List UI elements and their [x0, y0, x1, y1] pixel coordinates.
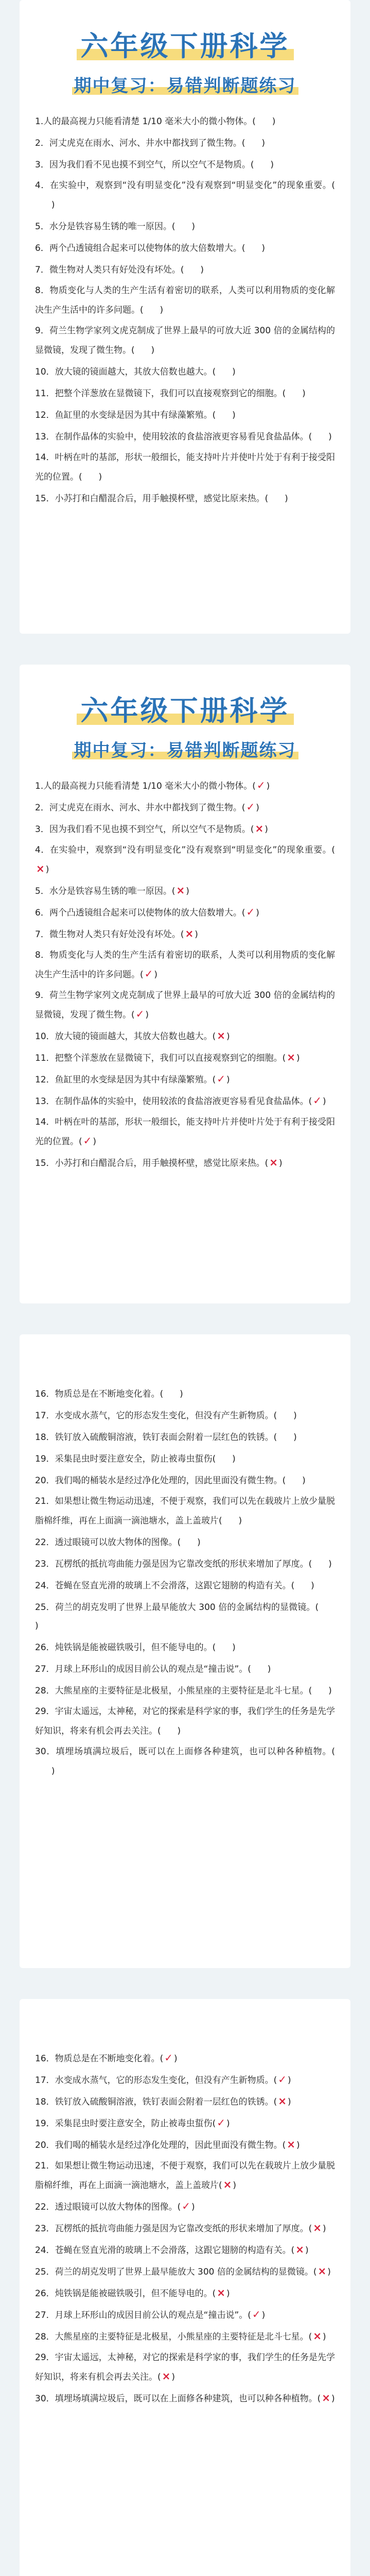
- answer-blank: [144, 300, 160, 318]
- question-item: [35, 2327, 335, 2346]
- question-item: [35, 405, 335, 425]
- question-text: 1.人的最高视力只能看清楚 1/10 毫米大小的微小物体。(: [35, 116, 256, 127]
- question-text: 25．荷兰的胡克发明了世界上最早能放大 300 倍的金属结构的显微镜。(: [35, 2267, 317, 2277]
- close-paren: ): [226, 2119, 230, 2129]
- close-paren: ): [256, 803, 259, 813]
- close-paren: ): [160, 305, 164, 315]
- answer-blank: [245, 133, 261, 151]
- cross-mark-icon: ×: [185, 927, 194, 940]
- question-text: 13．在制作晶体的实验中，使用较浓的食盐溶液更容易看见食盐晶体。(: [35, 432, 312, 442]
- close-paren: ): [191, 2202, 195, 2212]
- question-item: [35, 798, 335, 817]
- question-item: [35, 111, 335, 131]
- question-item: [35, 881, 335, 901]
- question-item: [35, 2240, 335, 2260]
- question-item: [35, 216, 335, 236]
- close-paren: ): [323, 2224, 326, 2234]
- close-paren: ): [323, 2332, 326, 2342]
- answer-blank: [251, 1659, 268, 1677]
- answer-blank: [245, 238, 261, 257]
- close-paren: ): [232, 367, 236, 377]
- cross-mark-icon: ×: [255, 822, 264, 835]
- close-paren: ): [226, 2289, 230, 2299]
- cross-mark-icon: ×: [322, 2392, 331, 2404]
- answer-blank: [294, 1575, 311, 1594]
- question-item: [35, 1575, 335, 1595]
- question-item: [35, 281, 335, 319]
- answer-blank: [135, 340, 151, 359]
- close-paren: ): [151, 345, 155, 355]
- question-text: 20．我们喝的桶装水是经过净化处理的，因此里面没有微生物。(: [35, 2140, 286, 2150]
- answer-blank: [216, 1449, 232, 1467]
- question-text: 8．物质变化与人类的生产生活有着密切的联系，人类可以利用物质的变化解决生产生活中的许多问题。(: [35, 285, 335, 315]
- cross-mark-icon: ×: [318, 2265, 327, 2277]
- cross-mark-icon: ×: [269, 1156, 278, 1168]
- question-text: 23．瓦楞纸的抵抗弯曲能力强是因为它靠改变纸的形状来增加了厚度。(: [35, 1559, 312, 1569]
- check-mark-icon: ✓: [182, 2200, 191, 2212]
- close-paren: ): [279, 1158, 283, 1168]
- close-paren: ): [302, 1476, 306, 1486]
- question-item: [35, 819, 335, 839]
- question-item: [35, 1153, 335, 1173]
- question-item: [35, 2092, 335, 2111]
- question-text: 9．荷兰生物学家列文虎克制成了世界上最早的可放大近 300 倍的金属结构的 显微镜，发现了微生物。(: [35, 990, 335, 1020]
- cross-mark-icon: ×: [162, 2370, 171, 2382]
- question-item: [35, 2348, 335, 2386]
- question-item: [35, 362, 335, 381]
- close-paren: ): [232, 1454, 236, 1464]
- question-item: [35, 1681, 335, 1700]
- close-paren: ): [266, 781, 270, 791]
- question-item: [35, 133, 335, 152]
- sub-title: 期中复习：易错判断题练习: [72, 76, 298, 96]
- close-paren: ): [145, 1010, 149, 1020]
- close-paren: ): [272, 116, 276, 127]
- close-paren: ): [265, 824, 268, 835]
- question-text: 19．采集昆虫时要注意安全，防止被毒虫蜇伤(: [35, 1454, 216, 1464]
- answer-blank: [254, 155, 270, 173]
- question-list: [35, 105, 335, 508]
- question-item: [35, 2070, 335, 2090]
- question-text: 11．把整个洋葱放在显微镜下，我们可以直接观察到它的细胞。(: [35, 388, 286, 399]
- question-text: 10．放大镜的镜面越大，其放大倍数也越大。(: [35, 367, 216, 377]
- question-item: [35, 2113, 335, 2133]
- answer-blank: [268, 488, 285, 507]
- question-text: 15．小苏打和白醋混合后，用手触摸杯壁，感觉比原来热。(: [35, 494, 269, 504]
- question-list: [35, 1999, 335, 2408]
- question-text: 3．因为我们看不见也摸不到空气，所以空气不是物质。(: [35, 160, 254, 170]
- check-mark-icon: ✓: [278, 2073, 287, 2086]
- close-paren: ): [256, 908, 259, 918]
- answer-blank: [163, 1384, 180, 1402]
- question-item: [35, 1742, 335, 1781]
- question-text: 6．两个凸透镜组合起来可以使物体的放大倍数增大。(: [35, 908, 245, 918]
- answer-blank: [319, 1597, 335, 1616]
- cross-mark-icon: ×: [217, 2286, 226, 2299]
- question-item: [35, 841, 335, 879]
- question-item: [35, 1405, 335, 1425]
- question-text: 12．鱼缸里的水变绿是因为其中有绿藻繁殖。(: [35, 410, 216, 420]
- question-item: [35, 1449, 335, 1468]
- question-text: 17．水变成水蒸气，它的形态发生变化，但没有产生新物质。(: [35, 2075, 277, 2086]
- question-item: [35, 1427, 335, 1447]
- question-item: [35, 321, 335, 360]
- question-item: [35, 155, 335, 174]
- check-mark-icon: ✓: [256, 779, 266, 791]
- close-paren: ): [171, 2372, 175, 2382]
- question-item: [35, 924, 335, 944]
- question-text: 25．荷兰的胡克发明了世界上最早能放大 300 倍的金属结构的显微镜。(: [35, 1602, 319, 1613]
- question-item: [35, 946, 335, 984]
- question-text: 10．放大镜的镜面越大，其放大倍数也越大。(: [35, 1031, 216, 1042]
- question-text: 8．物质变化与人类的生产生活有着密切的联系，人类可以利用物质的变化解决生产生活中的许多问题。(: [35, 950, 335, 980]
- question-item: [35, 1470, 335, 1490]
- question-item: [35, 986, 335, 1024]
- question-item: [35, 260, 335, 279]
- close-paren: ): [296, 1053, 300, 1063]
- question-item: [35, 427, 335, 446]
- question-item: [35, 238, 335, 258]
- check-mark-icon: ✓: [83, 1134, 92, 1147]
- question-item: [35, 1384, 335, 1403]
- close-paren: ): [331, 2394, 335, 2404]
- answer-blank: [35, 195, 51, 213]
- worksheet-card-answered-1: [20, 665, 350, 1303]
- question-text: 28．大熊星座的主要特征是北极星，小熊星座的主要特征是北斗七星。(: [35, 1686, 312, 1696]
- cross-mark-icon: ×: [223, 2178, 232, 2191]
- main-title: 六年级下册科学: [77, 30, 294, 63]
- close-paren: ): [288, 2097, 291, 2107]
- question-text: 22．透过眼镜可以放大物体的图像。(: [35, 2202, 181, 2212]
- close-paren: ): [51, 200, 55, 210]
- close-paren: ): [305, 2245, 309, 2256]
- question-text: 5．水分是铁容易生锈的唯一原因。(: [35, 222, 175, 232]
- question-item: [35, 1113, 335, 1151]
- question-text: 7．微生物对人类只有好处没有坏处。(: [35, 265, 184, 275]
- close-paren: ): [302, 388, 306, 399]
- question-text: 9．荷兰生物学家列文虎克制成了世界上最早的可放大近 300 倍的金属结构的 显微镜，发现了微生物。(: [35, 326, 335, 355]
- close-paren: ): [293, 1411, 297, 1421]
- question-item: [35, 903, 335, 922]
- question-item: [35, 2048, 335, 2068]
- close-paren: ): [328, 1686, 332, 1696]
- answer-blank: [175, 216, 191, 235]
- sub-title: 期中复习：易错判断题练习: [72, 740, 298, 761]
- cross-mark-icon: ×: [278, 2095, 287, 2107]
- answer-blank: [35, 1761, 51, 1780]
- question-list: [35, 770, 335, 1173]
- close-paren: ): [35, 1621, 39, 1631]
- question-item: [35, 1554, 335, 1573]
- answer-blank: [256, 111, 272, 130]
- close-paren: ): [267, 1664, 271, 1674]
- question-text: 21．如果想让微生物运动迅速，不便于观察，我们可以先在载玻片上放少量脱脂棉纤维，再在上面滴一滴池塘水，盖上盖玻片(: [35, 1496, 335, 1526]
- close-paren: ): [197, 1537, 201, 1548]
- answer-blank: [161, 1721, 178, 1739]
- check-mark-icon: ✓: [217, 2116, 226, 2129]
- question-text: 2．河丈虎克在雨水、河水、井水中都找到了微生物。(: [35, 138, 245, 148]
- answer-blank: [184, 260, 200, 278]
- question-text: 4．在实验中，观察到“没有明显变化”没有观察到“明显变化”的现象重要。(: [35, 845, 335, 855]
- close-paren: ): [98, 472, 102, 482]
- question-text: 22．透过眼镜可以放大物体的图像。(: [35, 1537, 181, 1548]
- close-paren: ): [288, 2075, 291, 2086]
- question-text: 27．月球上环形山的成因目前公认的观点是“撞击说”。(: [35, 1664, 251, 1674]
- question-item: [35, 1091, 335, 1111]
- answer-blank: [312, 1681, 328, 1699]
- main-title: 六年级下册科学: [77, 694, 294, 727]
- question-text: 18．铁钉放入硫酸铜溶液，铁钉表面会附着一层红色的铁锈。(: [35, 2097, 277, 2107]
- question-text: 30．填埋场填满垃圾后，既可以在上面修各种建筑，也可以种各种植物。(: [35, 1747, 335, 1757]
- close-paren: ): [174, 2054, 178, 2064]
- question-text: 29．宇宙太遥远，太神秘，对它的探索是科学家的事，我们学生的任务是先学好知识，将来有机会再去关注。(: [35, 2352, 335, 2382]
- close-paren: ): [270, 160, 274, 170]
- question-item: [35, 1702, 335, 1740]
- question-item: [35, 1659, 335, 1679]
- answer-blank: [286, 1470, 302, 1489]
- question-item: [35, 1637, 335, 1657]
- answer-blank: [312, 1554, 328, 1572]
- question-text: 2．河丈虎克在雨水、河水、井水中都找到了微生物。(: [35, 803, 245, 813]
- question-item: [35, 1070, 335, 1089]
- question-text: 7．微生物对人类只有好处没有坏处。(: [35, 929, 184, 940]
- question-item: [35, 383, 335, 403]
- close-paren: ): [293, 1432, 297, 1443]
- question-item: [35, 776, 335, 795]
- question-item: [35, 2218, 335, 2238]
- close-paren: ): [45, 865, 49, 875]
- question-text: 13．在制作晶体的实验中，使用较浓的食盐溶液更容易看见食盐晶体。(: [35, 1096, 312, 1107]
- cross-mark-icon: ×: [287, 2138, 296, 2150]
- question-item: [35, 1026, 335, 1046]
- answer-blank: [286, 383, 302, 402]
- answer-blank: [277, 1405, 293, 1424]
- close-paren: ): [328, 432, 332, 442]
- close-paren: ): [93, 1137, 97, 1147]
- question-text: 15．小苏打和白醋混合后，用手触摸杯壁，感觉比原来热。(: [35, 1158, 269, 1168]
- close-paren: ): [328, 1559, 332, 1569]
- question-item: [35, 2305, 335, 2325]
- question-text: 26．炖铁锅是能被磁铁吸引，但不能导电的。(: [35, 2289, 216, 2299]
- answer-blank: [216, 362, 232, 380]
- close-paren: ): [311, 1581, 314, 1591]
- question-item: [35, 448, 335, 486]
- question-item: [35, 176, 335, 214]
- close-paren: ): [186, 886, 189, 896]
- close-paren: ): [226, 1031, 230, 1042]
- question-text: 26．炖铁锅是能被磁铁吸引，但不能导电的。(: [35, 1642, 216, 1653]
- check-mark-icon: ✓: [135, 1008, 145, 1020]
- answer-blank: [222, 1511, 239, 1529]
- close-paren: ): [261, 243, 265, 253]
- check-mark-icon: ✓: [246, 906, 255, 918]
- question-text: 16．物质总是在不断地变化着。(: [35, 1389, 164, 1399]
- cross-mark-icon: ×: [313, 2222, 322, 2234]
- question-text: 18．铁钉放入硫酸铜溶液，铁钉表面会附着一层红色的铁锈。(: [35, 1432, 277, 1443]
- check-mark-icon: ✓: [217, 1073, 226, 1085]
- question-text: 6．两个凸透镜组合起来可以使物体的放大倍数增大。(: [35, 243, 245, 253]
- question-text: 4．在实验中，观察到“没有明显变化”没有观察到“明显变化”的现象重要。(: [35, 180, 335, 191]
- answer-blank: [82, 467, 99, 485]
- question-text: 17．水变成水蒸气，它的形态发生变化，但没有产生新物质。(: [35, 1411, 277, 1421]
- question-text: 1.人的最高视力只能看清楚 1/10 毫米大小的微小物体。(: [35, 781, 256, 791]
- question-text: 14．叶柄在叶的基部，形状一般细长，能支持叶片并使叶片处于有利于接受阳光的位置。(: [35, 1117, 335, 1147]
- close-paren: ): [51, 1766, 55, 1776]
- close-paren: ): [261, 138, 265, 148]
- close-paren: ): [195, 929, 198, 940]
- question-item: [35, 2157, 335, 2195]
- close-paren: ): [200, 265, 204, 275]
- close-paren: ): [154, 970, 158, 980]
- question-list: [35, 1334, 335, 1781]
- check-mark-icon: ✓: [252, 2308, 261, 2320]
- close-paren: ): [238, 1516, 242, 1526]
- close-paren: ): [177, 1726, 181, 1736]
- answer-blank: [181, 1532, 197, 1551]
- cross-mark-icon: ×: [217, 1029, 226, 1042]
- question-item: [35, 2262, 335, 2281]
- question-item: [35, 1597, 335, 1635]
- close-paren: ): [327, 2267, 331, 2277]
- close-paren: ): [232, 410, 236, 420]
- question-text: 27．月球上环形山的成因目前公认的观点是“撞击说”。(: [35, 2310, 251, 2320]
- question-text: 16．物质总是在不断地变化着。(: [35, 2054, 164, 2064]
- question-text: 21．如果想让微生物运动迅速，不便于观察，我们可以先在载玻片上放少量脱脂棉纤维，再在上面滴一滴池塘水，盖上盖玻片(: [35, 2161, 335, 2191]
- question-text: 30．填埋场填满垃圾后，既可以在上面修各种建筑，也可以种各种植物。(: [35, 2394, 321, 2404]
- question-text: 23．瓦楞纸的抵抗弯曲能力强是因为它靠改变纸的形状来增加了厚度。(: [35, 2224, 312, 2234]
- question-text: 29．宇宙太遥远，太神秘，对它的探索是科学家的事，我们学生的任务是先学好知识，将来有机会再去关注。(: [35, 1706, 335, 1736]
- question-item: [35, 2135, 335, 2155]
- cross-mark-icon: ×: [36, 862, 45, 875]
- close-paren: ): [233, 2180, 237, 2191]
- check-mark-icon: ✓: [144, 968, 153, 980]
- cross-mark-icon: ×: [287, 1051, 296, 1063]
- question-item: [35, 2197, 335, 2216]
- answer-blank: [216, 405, 232, 423]
- question-text: 3．因为我们看不见也摸不到空气，所以空气不是物质。(: [35, 824, 254, 835]
- check-mark-icon: ✓: [246, 801, 255, 813]
- cross-mark-icon: ×: [295, 2243, 305, 2256]
- close-paren: ): [191, 222, 195, 232]
- worksheet-card-blank-1: [20, 0, 350, 634]
- question-text: 28．大熊星座的主要特征是北极星，小熊星座的主要特征是北斗七星。(: [35, 2332, 312, 2342]
- question-item: [35, 2283, 335, 2303]
- close-paren: ): [323, 1096, 326, 1107]
- answer-blank: [312, 427, 328, 445]
- question-text: 14．叶柄在叶的基部，形状一般细长，能支持叶片并使叶片处于有利于接受阳光的位置。(: [35, 452, 335, 482]
- close-paren: ): [232, 1642, 236, 1653]
- question-item: [35, 1532, 335, 1552]
- close-paren: ): [285, 494, 288, 504]
- close-paren: ): [296, 2140, 300, 2150]
- check-mark-icon: ✓: [164, 2052, 173, 2064]
- worksheet-card-blank-2: [20, 1334, 350, 1968]
- cross-mark-icon: ×: [176, 884, 185, 896]
- question-text: 24．苍蝇在竖直光滑的玻璃上不会滑落，这跟它翅膀的构造有关。(: [35, 2245, 295, 2256]
- worksheet-card-answered-2: [20, 1999, 350, 2576]
- cross-mark-icon: ×: [313, 2330, 322, 2342]
- question-item: [35, 1048, 335, 1067]
- question-item: [35, 488, 335, 508]
- question-text: 12．鱼缸里的水变绿是因为其中有绿藻繁殖。(: [35, 1075, 216, 1085]
- check-mark-icon: ✓: [313, 1094, 322, 1107]
- question-text: 11．把整个洋葱放在显微镜下，我们可以直接观察到它的细胞。(: [35, 1053, 286, 1063]
- answer-blank: [277, 1427, 293, 1446]
- question-text: 20．我们喝的桶装水是经过净化处理的，因此里面没有微生物。(: [35, 1476, 286, 1486]
- close-paren: ): [226, 1075, 230, 1085]
- close-paren: ): [261, 2310, 266, 2320]
- question-item: [35, 2388, 335, 2408]
- close-paren: ): [180, 1389, 183, 1399]
- question-text: 24．苍蝇在竖直光滑的玻璃上不会滑落，这跟它翅膀的构造有关。(: [35, 1581, 295, 1591]
- question-text: 19．采集昆虫时要注意安全，防止被毒虫蜇伤(: [35, 2119, 216, 2129]
- answer-blank: [216, 1637, 232, 1656]
- question-item: [35, 1492, 335, 1530]
- question-text: 5．水分是铁容易生锈的唯一原因。(: [35, 886, 175, 896]
